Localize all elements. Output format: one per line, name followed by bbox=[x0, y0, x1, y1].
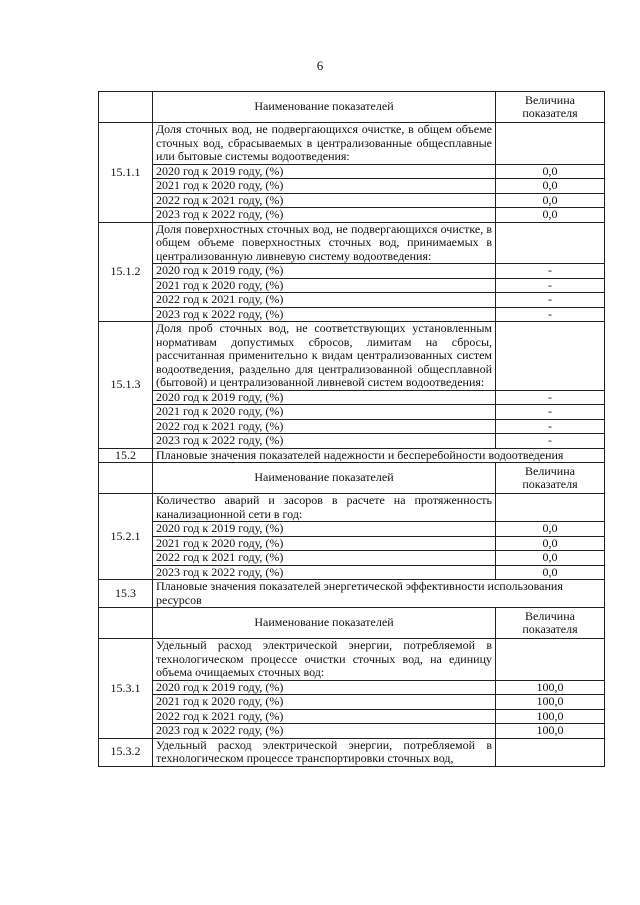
year-value: 0,0 bbox=[496, 551, 605, 566]
header-num-cell bbox=[99, 608, 153, 639]
year-label: 2020 год к 2019 году, (%) bbox=[153, 164, 496, 179]
year-row bbox=[99, 278, 605, 293]
year-label: 2023 год к 2022 году, (%) bbox=[153, 565, 496, 580]
indicator-description: Доля поверхностных сточных вод, не подвергающихся очистке, в общем объеме поверхностных сточных вод, принимаемых в централизованную ливневую систему водоотведения: bbox=[153, 222, 496, 264]
section-title: Плановые значения показателей энергетической эффективности использования ресурсов bbox=[153, 580, 605, 608]
indicator-number: 15.1.1 bbox=[99, 123, 153, 223]
indicator-value-empty bbox=[496, 738, 605, 766]
year-label: 2020 год к 2019 году, (%) bbox=[153, 264, 496, 279]
indicator-value-empty bbox=[496, 639, 605, 681]
year-label: 2022 год к 2021 году, (%) bbox=[153, 419, 496, 434]
year-row bbox=[99, 405, 605, 420]
table-header-row bbox=[99, 92, 605, 123]
year-row bbox=[99, 264, 605, 279]
indicator-number: 15.1.3 bbox=[99, 322, 153, 449]
year-row bbox=[99, 434, 605, 449]
indicator-number: 15.3.2 bbox=[99, 738, 153, 766]
year-label: 2023 год к 2022 году, (%) bbox=[153, 208, 496, 223]
year-label: 2022 год к 2021 году, (%) bbox=[153, 193, 496, 208]
year-label: 2021 год к 2020 году, (%) bbox=[153, 695, 496, 710]
indicators-table bbox=[98, 91, 605, 767]
section-title-row bbox=[99, 448, 605, 463]
year-row bbox=[99, 724, 605, 739]
indicator-row bbox=[99, 123, 605, 165]
year-value: 100,0 bbox=[496, 680, 605, 695]
year-row bbox=[99, 179, 605, 194]
indicator-description: Количество аварий и засоров в расчете на протяженность канализационной сети в год: bbox=[153, 494, 496, 522]
indicator-value-empty bbox=[496, 322, 605, 391]
section-number: 15.3 bbox=[99, 580, 153, 608]
year-label: 2022 год к 2021 году, (%) bbox=[153, 551, 496, 566]
year-row bbox=[99, 680, 605, 695]
indicator-value-empty bbox=[496, 123, 605, 165]
indicator-description: Доля сточных вод, не подвергающихся очистке, в общем объеме сточных вод, сбрасываемых в централизованные общесплавные или бытовые системы водоотведения: bbox=[153, 123, 496, 165]
year-value: - bbox=[496, 264, 605, 279]
year-value: 100,0 bbox=[496, 724, 605, 739]
indicator-row bbox=[99, 639, 605, 681]
year-row bbox=[99, 390, 605, 405]
year-value: 0,0 bbox=[496, 193, 605, 208]
indicator-row bbox=[99, 738, 605, 766]
header-num-cell bbox=[99, 463, 153, 494]
indicator-description: Доля проб сточных вод, не соответствующих установленным нормативам допустимых сбросов, лимитам на сбросы, рассчитанная применительно к видам централизованных систем водоотведения, раздельно для централизованной общесплавной (бытовой) и централизованной ливневой систем водоотведения: bbox=[153, 322, 496, 391]
year-value: - bbox=[496, 405, 605, 420]
table-header-row bbox=[99, 463, 605, 494]
year-label: 2023 год к 2022 году, (%) bbox=[153, 307, 496, 322]
header-value-cell: Величина показателя bbox=[496, 608, 605, 639]
year-row bbox=[99, 307, 605, 322]
year-row bbox=[99, 293, 605, 308]
year-value: 0,0 bbox=[496, 522, 605, 537]
table-header-row bbox=[99, 608, 605, 639]
year-label: 2021 год к 2020 году, (%) bbox=[153, 179, 496, 194]
indicator-row bbox=[99, 494, 605, 522]
indicator-value-empty bbox=[496, 494, 605, 522]
indicator-number: 15.1.2 bbox=[99, 222, 153, 322]
year-label: 2021 год к 2020 году, (%) bbox=[153, 405, 496, 420]
header-value-cell: Величина показателя bbox=[496, 92, 605, 123]
year-label: 2020 год к 2019 году, (%) bbox=[153, 390, 496, 405]
indicator-description: Удельный расход электрической энергии, потребляемой в технологическом процессе транспортировки сточных вод, bbox=[153, 738, 496, 766]
year-label: 2020 год к 2019 году, (%) bbox=[153, 680, 496, 695]
header-num-cell bbox=[99, 92, 153, 123]
indicator-value-empty bbox=[496, 222, 605, 264]
year-value: 0,0 bbox=[496, 565, 605, 580]
section-title: Плановые значения показателей надежности и бесперебойности водоотведения bbox=[153, 448, 605, 463]
year-row bbox=[99, 695, 605, 710]
year-row bbox=[99, 208, 605, 223]
year-row bbox=[99, 565, 605, 580]
year-row bbox=[99, 164, 605, 179]
year-label: 2022 год к 2021 году, (%) bbox=[153, 293, 496, 308]
header-name-cell: Наименование показателей bbox=[153, 463, 496, 494]
section-title-row bbox=[99, 580, 605, 608]
year-value: - bbox=[496, 390, 605, 405]
year-label: 2023 год к 2022 году, (%) bbox=[153, 724, 496, 739]
year-value: 100,0 bbox=[496, 709, 605, 724]
year-label: 2021 год к 2020 году, (%) bbox=[153, 278, 496, 293]
indicator-description: Удельный расход электрической энергии, потребляемой в технологическом процессе очистки сточных вод, на единицу объема очищаемых сточных вод: bbox=[153, 639, 496, 681]
header-name-cell: Наименование показателей bbox=[153, 608, 496, 639]
year-row bbox=[99, 551, 605, 566]
indicator-row bbox=[99, 222, 605, 264]
page-number: 6 bbox=[316, 58, 324, 73]
year-value: - bbox=[496, 278, 605, 293]
year-label: 2023 год к 2022 году, (%) bbox=[153, 434, 496, 449]
year-value: 100,0 bbox=[496, 695, 605, 710]
year-value: - bbox=[496, 419, 605, 434]
indicator-row bbox=[99, 322, 605, 391]
year-value: 0,0 bbox=[496, 164, 605, 179]
year-row bbox=[99, 522, 605, 537]
year-value: 0,0 bbox=[496, 536, 605, 551]
year-row bbox=[99, 709, 605, 724]
year-value: - bbox=[496, 307, 605, 322]
header-name-cell: Наименование показателей bbox=[153, 92, 496, 123]
indicator-number: 15.2.1 bbox=[99, 494, 153, 580]
indicator-number: 15.3.1 bbox=[99, 639, 153, 739]
year-label: 2021 год к 2020 году, (%) bbox=[153, 536, 496, 551]
year-value: - bbox=[496, 293, 605, 308]
year-value: 0,0 bbox=[496, 208, 605, 223]
year-value: - bbox=[496, 434, 605, 449]
year-value: 0,0 bbox=[496, 179, 605, 194]
year-row bbox=[99, 536, 605, 551]
section-number: 15.2 bbox=[99, 448, 153, 463]
year-label: 2022 год к 2021 году, (%) bbox=[153, 709, 496, 724]
year-label: 2020 год к 2019 году, (%) bbox=[153, 522, 496, 537]
year-row bbox=[99, 419, 605, 434]
header-value-cell: Величина показателя bbox=[496, 463, 605, 494]
year-row bbox=[99, 193, 605, 208]
